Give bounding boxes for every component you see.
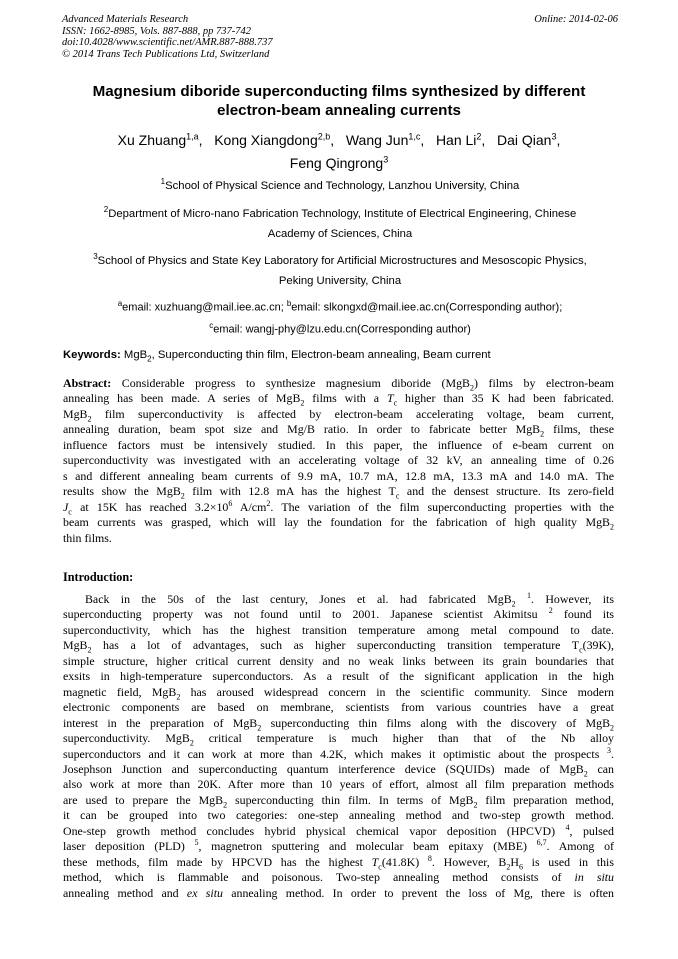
introduction-body: Back in the 50s of the last century, Jones et al. had fabricated MgB$_2$ $^1$. However, its superconducting property was not found until to 2001. Japanese scientist Akimitsu $^2$ found its superconductivity, which has the highest transition temperature among metal compound to date. MgB$_2$ has a lot of advantages, such as higher superconducting transition temperature $T_c(39K)$, simple structure, higher critical current density and no weak links between its grain boundaries that exsits in high-temperature superconductors. As a result of the significant application in the high magnetic field, MgB$_2$ has aroused widespread concern in the scientific community. Since modern electronic components are based on membrane, scientists from various countries have a great interest in the preparation of MgB$_2$ superconducting thin films along with the discovery of MgB$_2$ superconductivity. MgB$_2$ critical temperature is much higher than that of the Nb alloy superconductors and it can work at more than 4.2K, which makes it optimistic about the prospects $^3$. Josephson Junction and superconducting quantum interference device (SQUIDs) made of MgB$_2$ can also work at more than 20K. After more than 10 years of effort, almost all film preparation methods are used to prepare the MgB$_2$ superconducting thin film. In terms of MgB$_2$ film preparation method, it can be grouped into two categories: one-step annealing method and two-step growth method. One-step growth method concludes hybrid physical chemical vapor deposition (HPCVD) $^4$, pulsed laser deposition (PLD) $^5$, magnetron sputtering and molecular beam epitaxy (MBE) $^{6,7}$. Among of these methods, film made by HPCVD has the highest $T_c(41.8K)$ $^8$. However, $B_2H_6$ is used in this method, which is flammable and poisonous. Two-step annealing method consists of in situ annealing method and ex situ annealing method. In order to prevent the loss of Mg, there is often: [63, 592, 614, 900]
author-list: [60, 126, 618, 173]
title-line-2: electron-beam annealing currents: [217, 102, 461, 119]
author: Xu Zhuang$^{1,a}$,: [117, 131, 203, 148]
title-line-1: Magnesium diboride superconducting films synthesized by different: [92, 83, 586, 100]
author: Wang Jun$^{1,c}$,: [345, 131, 425, 148]
email-c[interactable]: email: wangj-phy@lzu.edu.cn(Corresponding author): [213, 323, 471, 336]
affiliation-3: $^3$School of Physics and State Key Laboratory for Artificial Microstructures and Mesoscopic Physics, Peking University, China: [93, 252, 587, 287]
journal-issn: ISSN: 1662-8985, Vols. 887-888, pp 737-742: [62, 25, 251, 37]
keywords-label: Keywords:: [63, 349, 121, 361]
author: Feng Qingrong$^3$: [289, 154, 389, 172]
email-b[interactable]: email: slkongxd@mail.iee.ac.cn(Corresponding author);: [291, 301, 563, 314]
email-block: $^a$email: xuzhuang@mail.iee.ac.cn; $^b$email: slkongxd@mail.iee.ac.cn(Corresponding author); $^c$email: wangj-phy@lzu.edu.cn(Corresponding author): [117, 299, 563, 336]
journal-header: [62, 14, 618, 60]
author: Kong Xiangdong$^{2,b}$,: [214, 131, 335, 148]
abstract-label: Abstract:: [63, 376, 112, 390]
abstract: Abstract: Considerable progress to synthesize magnesium diboride (MgB$_2$) films by electron-beam annealing has been made. A series of MgB$_2$ films with a $T_c$ higher than 35 K had been fabricated. MgB$_2$ film superconductivity is affected by electron-beam accelerating voltage, beam current, annealing duration, beam spot size and Mg/B ratio. In order to fabricate better MgB$_2$ films, these influence factors must be intensively studied. In this paper, the influence of e-beam current on superconductivity was investigated with an accelerating voltage of 32 kV, an annealing time of 0.26 s and different annealing beam currents of 9.9 mA, 10.7 mA, 12.8 mA, 13.3 mA and 14.0 mA. The results show the MgB$_2$ film with 12.8 mA has the highest $T_c$ and the densest structure. Its zero-field $J_c$ at 15K has reached $3.2\times 10^6$ $A/cm^2$. The variation of the film superconducting properties with the beam currents was grasped, which will lay the foundation for the fabrication of high quality MgB$_2$ thin films.: [63, 376, 614, 545]
author: Dai Qian$^3$,: [496, 131, 561, 148]
keywords: Keywords: MgB$_2$, Superconducting thin film, Electron-beam annealing, Beam current: [63, 349, 491, 364]
email-a[interactable]: email: xuzhuang@mail.iee.ac.cn;: [122, 301, 287, 314]
paper-title: [60, 82, 618, 120]
journal-doi: doi:10.4028/www.scientific.net/AMR.887-888.737: [62, 37, 273, 49]
introduction-heading: Introduction:: [63, 570, 134, 584]
journal-copyright: © 2014 Trans Tech Publications Ltd, Switzerland: [62, 48, 270, 60]
affiliation-2: $^2$Department of Micro-nano Fabrication Technology, Institute of Electrical Engineering, Chinese Academy of Sciences, China: [103, 205, 577, 240]
author: Han Li$^2$,: [435, 131, 486, 148]
online-date: Online: 2014-02-06: [534, 14, 618, 25]
affiliation-1: $^1$School of Physical Science and Technology, Lanzhou University, China: [160, 177, 520, 192]
journal-name: Advanced Materials Research: [62, 14, 189, 25]
